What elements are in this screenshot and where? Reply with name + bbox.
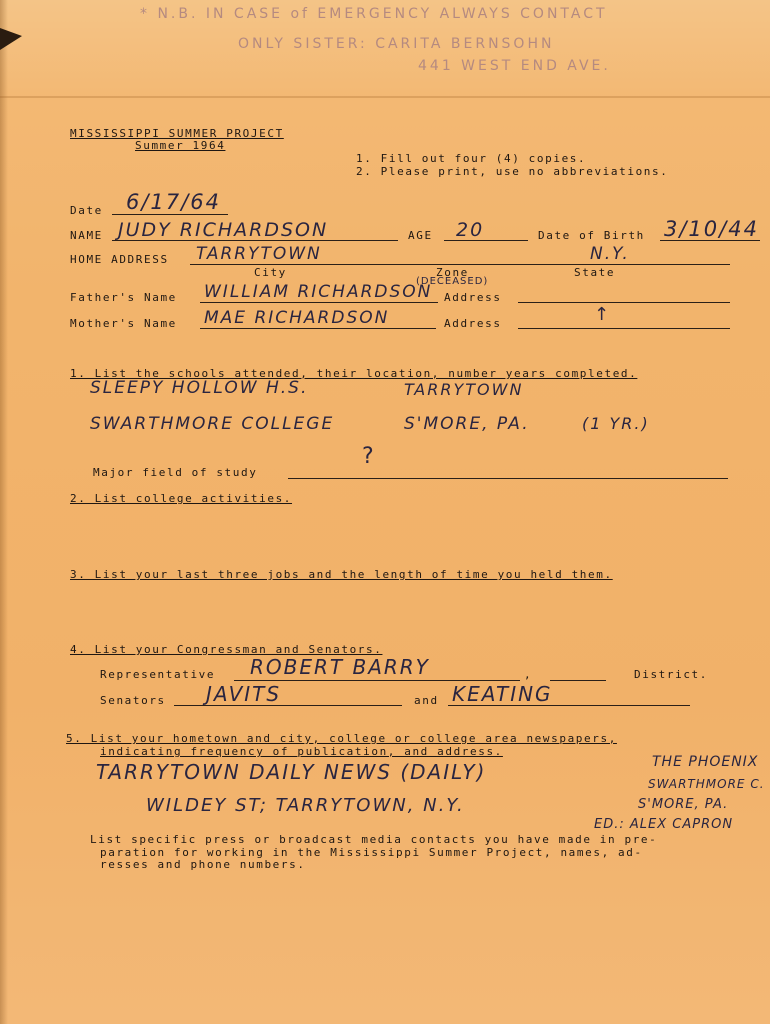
newspaper1-address: WILDEY ST; TARRYTOWN, N.Y. bbox=[146, 795, 465, 816]
press-contacts-line3: resses and phone numbers. bbox=[100, 858, 306, 871]
state-caption: State bbox=[574, 266, 616, 279]
mother-name-line bbox=[200, 328, 436, 329]
name-value: JUDY RICHARDSON bbox=[118, 219, 329, 241]
school1-name: SLEEPY HOLLOW H.S. bbox=[90, 378, 309, 398]
major-line bbox=[288, 478, 728, 479]
senator2-value: KEATING bbox=[452, 682, 553, 706]
age-label: AGE bbox=[408, 229, 433, 242]
date-line bbox=[112, 214, 228, 215]
q5-label-line1: 5. List your hometown and city, college or college area newspapers, bbox=[66, 732, 617, 745]
dob-value: 3/10/44 bbox=[664, 217, 759, 241]
representative-label: Representative bbox=[100, 668, 216, 681]
home-address-state-value: N.Y. bbox=[590, 244, 630, 264]
date-value: 6/17/64 bbox=[126, 190, 221, 214]
senator1-value: JAVITS bbox=[206, 682, 282, 706]
newspaper2-line1: THE PHOENIX bbox=[652, 754, 759, 770]
father-name-value: WILLIAM RICHARDSON bbox=[204, 282, 433, 302]
q2-label: 2. List college activities. bbox=[70, 492, 293, 505]
newspaper2-line2: SWARTHMORE C. bbox=[648, 777, 765, 791]
representative-line bbox=[234, 680, 520, 681]
q5-label-line2: indicating frequency of publication, and address. bbox=[100, 745, 503, 758]
mother-address-line bbox=[518, 328, 730, 329]
major-label: Major field of study bbox=[93, 466, 258, 479]
school2-years: (1 YR.) bbox=[582, 414, 650, 433]
father-name-line bbox=[200, 302, 438, 303]
home-address-line bbox=[190, 264, 730, 265]
district-line bbox=[550, 680, 606, 681]
zone-caption: Zone bbox=[436, 266, 469, 279]
q4-label: 4. List your Congressman and Senators. bbox=[70, 643, 383, 656]
city-caption: City bbox=[254, 266, 287, 279]
instruction-1: 1. Fill out four (4) copies. bbox=[356, 152, 587, 165]
school2-location: S'MORE, PA. bbox=[404, 414, 530, 434]
emergency-note-line1: * N.B. IN CASE of EMERGENCY ALWAYS CONTACT bbox=[140, 6, 608, 22]
fold-line bbox=[0, 96, 770, 98]
father-deceased-note: (DECEASED) bbox=[416, 276, 489, 287]
home-address-city-value: TARRYTOWN bbox=[196, 244, 322, 264]
emergency-note-line2: ONLY SISTER: CARITA BERNSOHN bbox=[238, 36, 555, 52]
ditto-arrow: ↑ bbox=[594, 304, 612, 325]
representative-value: ROBERT BARRY bbox=[250, 655, 430, 679]
newspaper1-name: TARRYTOWN DAILY NEWS (DAILY) bbox=[96, 760, 487, 784]
mother-address-label: Address bbox=[444, 317, 502, 330]
mother-name-label: Mother's Name bbox=[70, 317, 177, 330]
newspaper2-line4: ED.: ALEX CAPRON bbox=[594, 817, 734, 832]
q1-label: 1. List the schools attended, their location, number years completed. bbox=[70, 367, 638, 380]
press-contacts-line2: paration for working in the Mississippi Summer Project, names, ad- bbox=[100, 846, 643, 859]
date-label: Date bbox=[70, 204, 103, 217]
name-label: NAME bbox=[70, 229, 103, 242]
torn-corner bbox=[0, 28, 22, 50]
newspaper2-line3: S'MORE, PA. bbox=[638, 797, 729, 812]
home-address-label: HOME ADDRESS bbox=[70, 253, 169, 266]
school1-location: TARRYTOWN bbox=[404, 380, 524, 399]
school2-name: SWARTHMORE COLLEGE bbox=[90, 414, 335, 434]
and-label: and bbox=[414, 694, 439, 707]
senators-label: Senators bbox=[100, 694, 166, 707]
comma: , bbox=[524, 668, 533, 681]
dob-label: Date of Birth bbox=[538, 229, 645, 242]
district-label: District. bbox=[634, 668, 709, 681]
paper-edge bbox=[0, 0, 8, 1024]
major-value: ? bbox=[362, 444, 376, 469]
father-address-line bbox=[518, 302, 730, 303]
father-address-label: Address bbox=[444, 291, 502, 304]
q3-label: 3. List your last three jobs and the length of time you held them. bbox=[70, 568, 613, 581]
form-title: MISSISSIPPI SUMMER PROJECT bbox=[70, 127, 284, 140]
press-contacts-line1: List specific press or broadcast media contacts you have made in pre- bbox=[90, 833, 658, 846]
form-subtitle: Summer 1964 bbox=[135, 139, 226, 152]
mother-name-value: MAE RICHARDSON bbox=[204, 308, 390, 328]
instruction-2: 2. Please print, use no abbreviations. bbox=[356, 165, 669, 178]
father-name-label: Father's Name bbox=[70, 291, 177, 304]
emergency-note-line3: 441 WEST END AVE. bbox=[418, 58, 611, 74]
age-value: 20 bbox=[456, 219, 485, 241]
